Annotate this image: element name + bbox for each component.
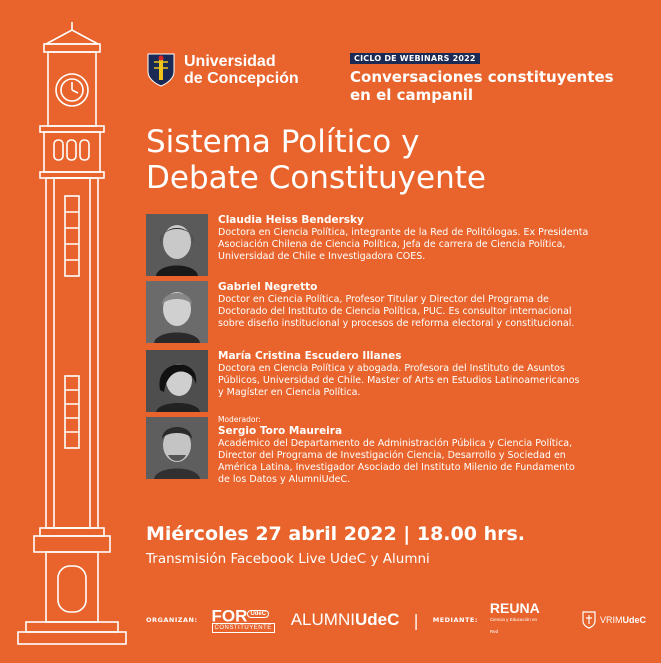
- university-shield-icon: [146, 52, 176, 88]
- moderator-label: Moderador:: [218, 415, 261, 424]
- speaker-bio-line: Públicos, Universidad de Chile. Master of Arts en Estudios Latinoamericanos: [218, 375, 580, 386]
- speaker-bio-line: sobre diseño institucional y procesos de reforma electoral y constitucional.: [218, 318, 575, 329]
- alumni-udec-logo: [291, 610, 400, 630]
- vrim-logo-text: [600, 615, 646, 625]
- speaker-name: María Cristina Escudero Illanes: [218, 350, 402, 362]
- reuna-logo-sub: Ciencia y Educación en Red: [489, 617, 537, 634]
- speaker-bio-line: Doctor en Ciencia Política, Profesor Titular y Director del Programa de: [218, 294, 549, 305]
- speaker-name: Claudia Heiss Bendersky: [218, 214, 364, 226]
- speaker-bio-line: Doctora en Ciencia Política y abogada. Profesora del Instituto de Asuntos: [218, 363, 565, 374]
- moderator-bio-line: Académico del Departamento de Administración Pública y Ciencia Política,: [218, 438, 573, 449]
- event-date: Miércoles 27 abril 2022 | 18.00 hrs.: [146, 523, 525, 545]
- moderator-name: Sergio Toro Maureira: [218, 425, 343, 437]
- series-title-line1: Conversaciones constituyentes: [350, 68, 614, 86]
- speaker-bio: [218, 294, 598, 330]
- foro-constituyente-logo: [212, 607, 275, 634]
- speaker-bio-line: Doctora en Ciencia Política, integrante de la Red de Politólogas. Ex Presidenta: [218, 227, 589, 238]
- speaker-bio: [218, 363, 598, 399]
- event-title: [146, 124, 486, 196]
- moderator-photo: [146, 417, 208, 479]
- alumni-logo-udec: UdeC: [354, 610, 400, 629]
- event-title-line2: Debate Constituyente: [146, 160, 486, 196]
- reuna-logo-text: REUNA: [489, 600, 540, 616]
- speaker-bio-line: y Magíster en Ciencia Política.: [218, 387, 361, 398]
- vrim-udec-logo: [582, 611, 646, 629]
- event-title-line1: Sistema Político y: [146, 124, 420, 160]
- speaker-bio-line: Asociación Chilena de Ciencia Política, Jefa de carrera de Ciencia Política,: [218, 239, 566, 250]
- university-name-line2: de Concepción: [184, 70, 299, 87]
- alumni-logo-text: ALUMNI: [290, 610, 355, 629]
- mediante-label: MEDIANTE:: [432, 616, 478, 624]
- moderator-bio: [218, 438, 598, 486]
- moderator-bio-line: Director del Programa de Investigación Ciencia, Desarrollo y Sociedad en: [218, 450, 566, 461]
- foro-logo-sub: CONSTITUYENTE: [212, 623, 275, 633]
- vrim-logo-a: VRIM: [599, 615, 623, 625]
- reuna-logo: [490, 602, 544, 638]
- webinar-series: [350, 46, 614, 104]
- series-title: [350, 68, 614, 104]
- speaker-photo: [146, 350, 208, 412]
- moderator-bio-line: de los Datos y AlumniUdeC.: [218, 474, 351, 485]
- footer-sponsors: [146, 600, 646, 634]
- moderator-bio-line: América Latina, Investigador Asociado del Instituto Milenio de Fundamento: [218, 462, 575, 473]
- event-stream: Transmisión Facebook Live UdeC y Alumni: [146, 551, 430, 567]
- foro-logo-text: FOR: [211, 606, 248, 626]
- moderator-card: [146, 415, 598, 486]
- speaker-bio: [218, 227, 598, 263]
- series-title-line2: en el campanil: [350, 86, 474, 104]
- series-tag: CICLO DE WEBINARS 2022: [350, 53, 480, 64]
- foro-logo-badge: UdeC: [247, 610, 269, 618]
- speaker-photo: [146, 281, 208, 343]
- footer-separator: |: [413, 610, 419, 630]
- speaker-name: Gabriel Negretto: [218, 281, 318, 293]
- vrim-logo-b: UdeC: [622, 615, 646, 625]
- campanil-tower-illustration: [0, 0, 140, 663]
- university-name-line1: Universidad: [184, 53, 276, 70]
- speaker-photo: [146, 214, 208, 276]
- speaker-bio-line: Universidad de Chile e Investigadora COES.: [218, 251, 426, 262]
- speaker-card: [146, 350, 598, 412]
- vrim-shield-icon: [582, 611, 596, 629]
- speaker-card: [146, 214, 598, 276]
- speaker-card: [146, 281, 598, 343]
- organizan-label: ORGANIZAN:: [146, 616, 198, 624]
- university-logo: [146, 52, 299, 88]
- speaker-bio-line: Doctorado del Instituto de Ciencia Política, PUC. Es consultor internacional: [218, 306, 572, 317]
